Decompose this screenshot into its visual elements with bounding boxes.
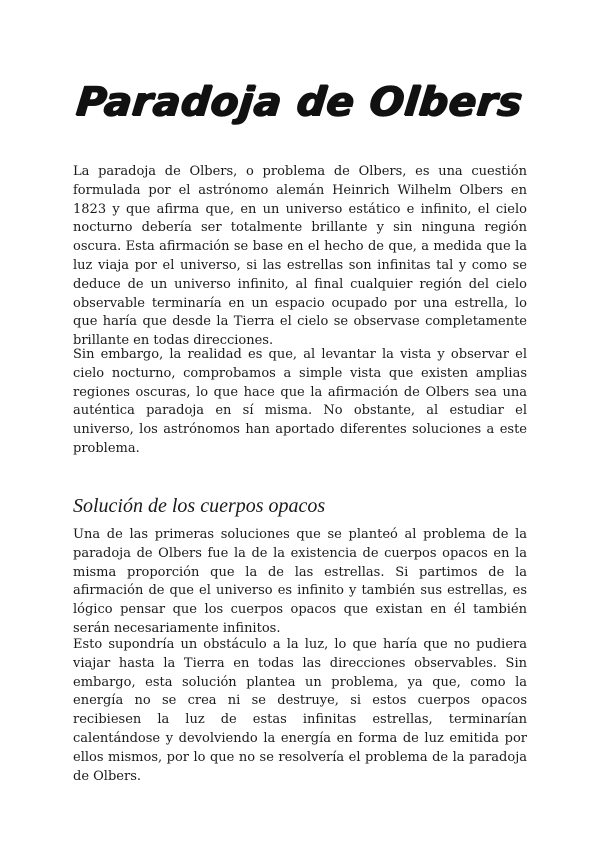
intro-paragraph-1: La paradoja de Olbers, o problema de Olbers, es una cuestión formulada por el astrónomo alemán Heinrich Wilhelm Olbers en 1823 y que afirma que, en un universo estático e infinito, el cielo nocturno debería ser totalmente brillante y sin ninguna región oscura. Esta afirmación se base en el hecho de que, a medida que la luz viaja por el universo, si las estrellas son infinitas tal y como se deduce de un universo infinito, al final cualquier región del cielo observable terminaría en un espacio ocupado por una estrella, lo que haría que desde la Tierra el cielo se observase completamente brillante en todas direcciones. [73,164,527,349]
section-heading: Solución de los cuerpos opacos [73,495,326,517]
page-title: Paradoja de Olbers [74,79,526,125]
section-paragraph-2: Esto supondría un obstáculo a la luz, lo que haría que no pudiera viajar hasta la Tierra en todas las direcciones observables. Sin embargo, esta solución plantea un problema, ya que, como la energía no se crea ni se destruye, si estos cuerpos opacos recibiesen la luz de estas infinitas estrellas, terminarían calentándose y devolviendo la energía en forma de luz emitida por ellos mismos, por lo que no se resolvería el problema de la paradoja de Olbers. [73,637,527,784]
section-paragraph-1: Una de las primeras soluciones que se planteó al problema de la paradoja de Olbers fue la de la existencia de cuerpos opacos en la misma proporción que la de las estrellas. Si partimos de la afirmación de que el universo es infinito y también sus estrellas, es lógico pensar que los cuerpos opacos que existan en él también serán necesariamente infinitos. [73,527,527,636]
intro-paragraph-2: Sin embargo, la realidad es que, al levantar la vista y observar el cielo nocturno, comprobamos a simple vista que existen amplias regiones oscuras, lo que hace que la afirmación de Olbers sea una auténtica paradoja en sí misma. No obstante, al estudiar el universo, los astrónomos han aportado diferentes soluciones a este problema. [73,347,527,456]
